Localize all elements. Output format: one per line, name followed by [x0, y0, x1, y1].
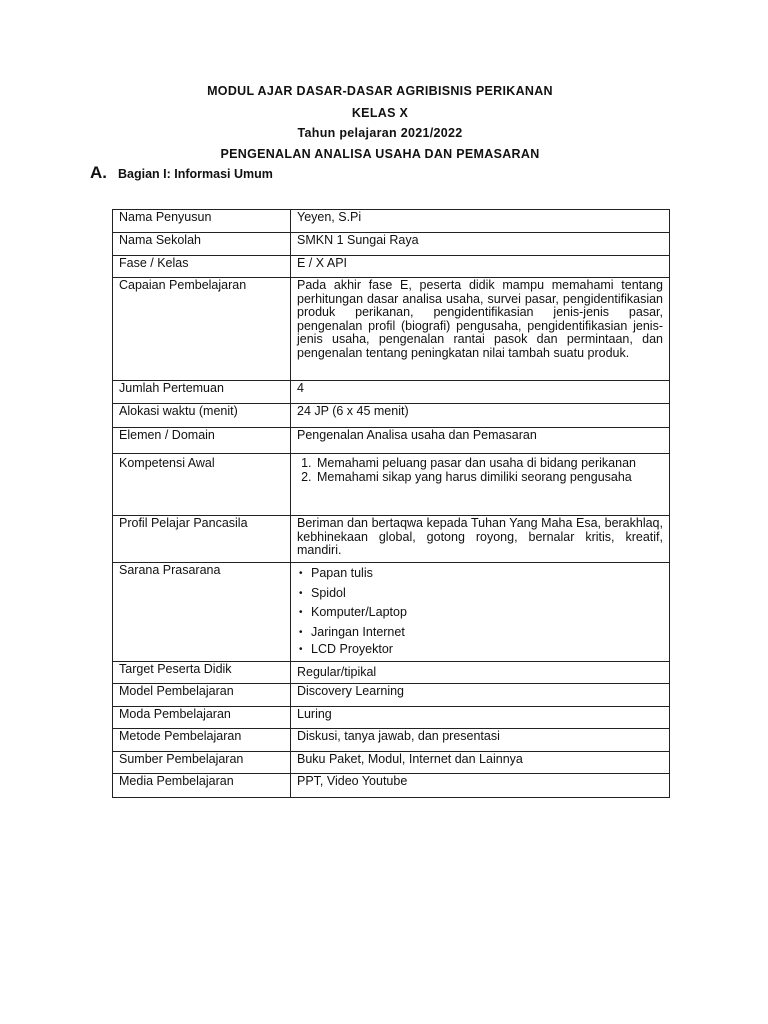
row-value: PPT, Video Youtube	[291, 774, 670, 798]
row-label: Capaian Pembelajaran	[113, 278, 291, 381]
row-label: Kompetensi Awal	[113, 454, 291, 516]
list-item: • Jaringan Internet	[311, 623, 663, 643]
row-label: Model Pembelajaran	[113, 684, 291, 707]
class-title: KELAS X	[351, 106, 409, 120]
row-value: Regular/tipikal	[291, 662, 670, 684]
table-row	[113, 563, 670, 662]
row-label: Nama Sekolah	[113, 233, 291, 256]
row-label: Alokasi waktu (menit)	[113, 404, 291, 428]
row-label: Sumber Pembelajaran	[113, 752, 291, 774]
table-row	[113, 752, 670, 774]
table-row	[113, 707, 670, 729]
row-value: Discovery Learning	[291, 684, 670, 707]
row-value: 24 JP (6 x 45 menit)	[291, 404, 670, 428]
table-row	[113, 428, 670, 454]
list-item: • LCD Proyektor	[311, 642, 663, 657]
row-label: Media Pembelajaran	[113, 774, 291, 798]
list-item: • Komputer/Laptop	[311, 603, 663, 623]
kompetensi-list	[297, 457, 663, 484]
table-row	[113, 381, 670, 404]
list-item: • Spidol	[311, 584, 663, 604]
row-label: Jumlah Pertemuan	[113, 381, 291, 404]
section-heading	[90, 163, 273, 183]
row-label: Target Peserta Didik	[113, 662, 291, 684]
row-value: Pengenalan Analisa usaha dan Pemasaran	[291, 428, 670, 454]
row-label: Profil Pelajar Pancasila	[113, 516, 291, 563]
row-value: SMKN 1 Sungai Raya	[291, 233, 670, 256]
row-value: Beriman dan bertaqwa kepada Tuhan Yang Maha Esa, berakhlaq, kebhinekaan global, gotong royong, bernalar kritis, kreatif, mandiri.	[291, 516, 670, 563]
table-row	[113, 278, 670, 381]
row-label: Nama Penyusun	[113, 210, 291, 233]
row-value: Luring	[291, 707, 670, 729]
table-row	[113, 729, 670, 752]
row-label: Metode Pembelajaran	[113, 729, 291, 752]
row-label: Sarana Prasarana	[113, 563, 291, 662]
academic-year: Tahun pelajaran 2021/2022	[297, 126, 463, 140]
row-label: Fase / Kelas	[113, 256, 291, 278]
row-value: Diskusi, tanya jawab, dan presentasi	[291, 729, 670, 752]
table-row	[113, 774, 670, 798]
row-value: Yeyen, S.Pi	[291, 210, 670, 233]
row-value: E / X API	[291, 256, 670, 278]
table-row	[113, 233, 670, 256]
row-value	[291, 454, 670, 516]
table-row	[113, 210, 670, 233]
row-value: 4	[291, 381, 670, 404]
table-row	[113, 684, 670, 707]
table-row	[113, 256, 670, 278]
list-item: 2. Memahami sikap yang harus dimiliki seorang pengusaha	[315, 471, 663, 485]
table-row	[113, 662, 670, 684]
module-title: MODUL AJAR DASAR-DASAR AGRIBISNIS PERIKANAN	[207, 84, 553, 98]
general-info-table	[112, 209, 670, 798]
row-value: Pada akhir fase E, peserta didik mampu memahami tentang perhitungan dasar analisa usaha, survei pasar, pengidentifikasian produk perikanan, pengidentifikasian jenis-jenis pasar, pengenalan profil (biografi) pengusaha, pengidentifikasian jenis-jenis usaha, pengenalan rantai pasok dan permintaan, dan pengenalan tentang peningkatan nilai tambah suatu produk.	[291, 278, 670, 381]
table-row	[113, 516, 670, 563]
topic-title: PENGENALAN ANALISA USAHA DAN PEMASARAN	[220, 147, 540, 161]
row-value: Buku Paket, Modul, Internet dan Lainnya	[291, 752, 670, 774]
section-title: Bagian I: Informasi Umum	[118, 167, 273, 181]
table-row	[113, 404, 670, 428]
list-item: • Papan tulis	[311, 564, 663, 584]
list-item: 1. Memahami peluang pasar dan usaha di bidang perikanan	[315, 457, 663, 471]
sarana-list	[297, 564, 663, 657]
row-value	[291, 563, 670, 662]
row-label: Moda Pembelajaran	[113, 707, 291, 729]
table-row	[113, 454, 670, 516]
row-label: Elemen / Domain	[113, 428, 291, 454]
section-letter: A.	[90, 163, 107, 182]
